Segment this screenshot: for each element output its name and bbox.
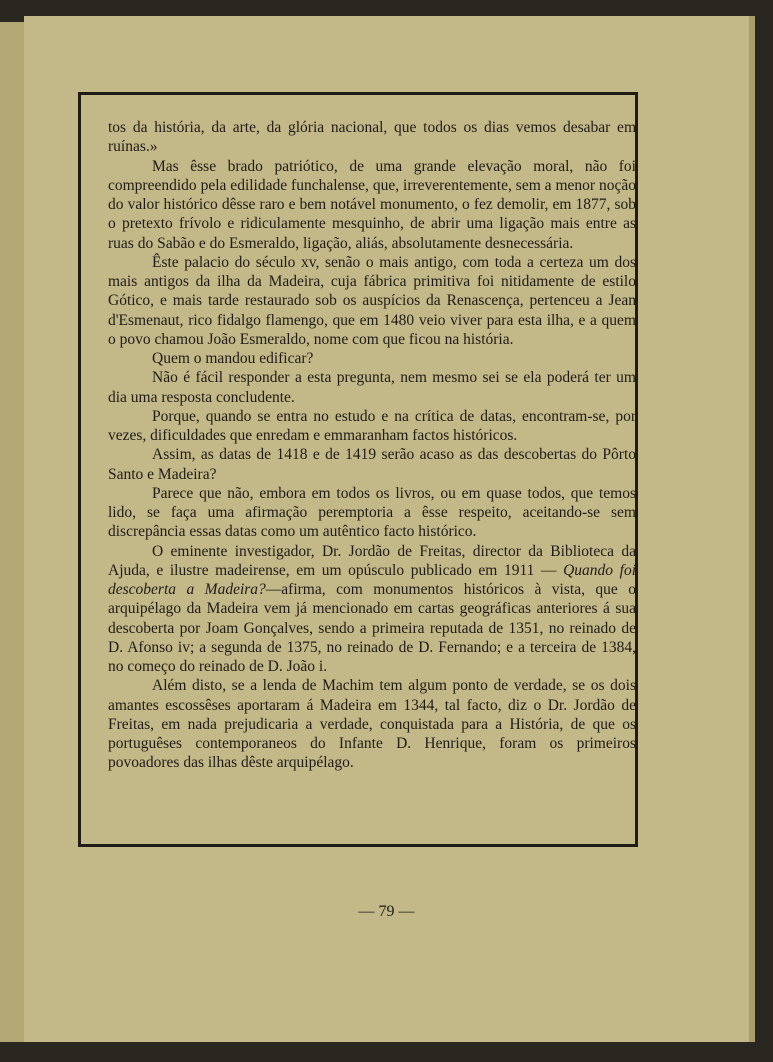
paragraph: Quem o mandou edificar?: [152, 350, 314, 367]
paragraph: Assim, as datas de 1418 e de 1419 serão acaso as das descobertas do Pôrto Santo e Madeira?: [108, 446, 636, 483]
paragraph: Não é fácil responder a esta pregunta, nem mesmo sei se ela poderá ter um dia uma resposta concludente.: [108, 369, 636, 406]
paragraph-text: O eminente investigador, Dr. Jordão de Freitas, director da Biblioteca da Ajuda, e ilustre madeirense, em um opúsculo publicado em 1911 —: [108, 542, 636, 579]
paragraph: Além disto, se a lenda de Machim tem algum ponto de verdade, se os dois amantes escossêses aportaram á Madeira em 1344, tal facto, diz o Dr. Jordão de Freitas, em nada prejudicaria a verdade, conquistada para a História, de que os portuguêses contemporaneos do Infante D. Henrique, foram os primeiros povoadores das ilhas dêste arquipélago.: [108, 677, 636, 772]
paragraph-text: —afirma, com monumentos históricos à vista, que o arquipélago da Madeira vem já mencionado em cartas geográficas anteriores á sua descoberta por Joam Gonçalves, sendo a primeira reputada de 1351, no reinado de D. Afonso iv; a segunda de 1375, no reinado de D. Fernando; e a terceira de 1384, no começo do reinado de D. João i.: [108, 581, 636, 675]
book-title-italic: Quando foi descoberta a Madeira?: [108, 561, 636, 598]
adjacent-page-edge: [0, 22, 26, 1042]
paragraph: Êste palacio do século xv, senão o mais antigo, com toda a certeza um dos mais antigos da ilha da Madeira, cuja fábrica primitiva foi nitidamente de estilo Gótico, e mais tarde restaurado sob os auspícios da Renascença, pertenceu a Jean d'Esmenaut, rico fidalgo flamengo, que em 1480 veio viver para esta ilha, e a quem o povo chamou João Esmeraldo, nome com que ficou na história.: [108, 253, 636, 348]
paragraph: Porque, quando se entra no estudo e na crítica de datas, encontram-se, por vezes, dificuldades que enredam e emmaranham factos históricos.: [108, 407, 636, 444]
paragraph: [108, 542, 636, 677]
paragraph: tos da história, da arte, da glória nacional, que todos os dias vemos desabar em ruínas.»: [108, 119, 636, 156]
paragraph: Mas êsse brado patriótico, de uma grande elevação moral, não foi compreendido pela edilidade funchalense, que, irreverentemente, sem a menor noção do valor histórico dêsse raro e bem notável monumento, o fez demolir, em 1877, sob o pretexto frívolo e ridiculamente mesquinho, de abrir uma ligação mais entre as ruas do Sabão e do Esmeraldo, ligação, aliás, absolutamente desnecessária.: [108, 157, 636, 252]
paragraph: Parece que não, embora em todos os livros, ou em quase todos, que temos lido, se faça uma afirmação peremptoria a êsse respeito, aceitando-se sem discrepância essas datas como um autêntico facto histórico.: [108, 484, 636, 541]
body-text: [108, 118, 636, 773]
page-number: — 79 —: [358, 903, 415, 920]
